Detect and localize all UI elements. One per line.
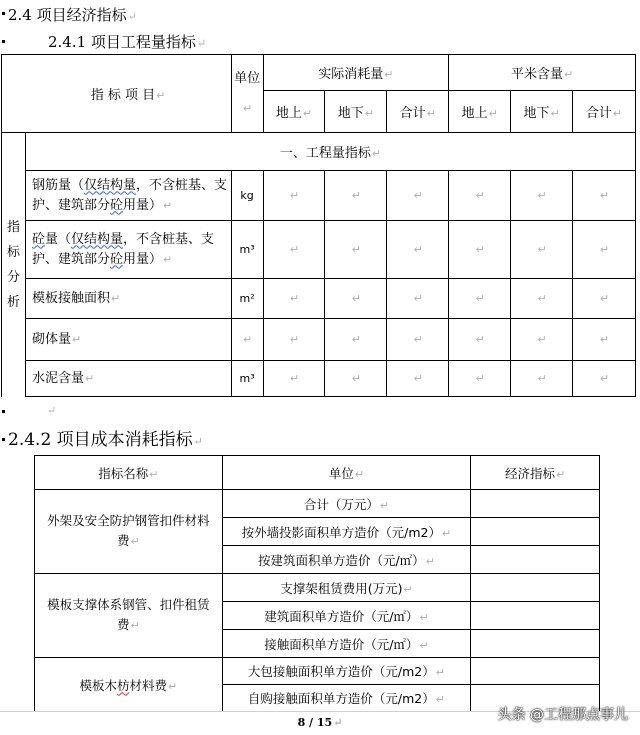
empty-cell: ↵: [325, 361, 387, 397]
bullet: [2, 438, 5, 441]
bullet: [2, 12, 5, 15]
value-cell: [471, 518, 600, 546]
empty-cell: ↵: [387, 279, 449, 319]
empty-cell: ↵: [387, 221, 449, 279]
unit-cell: 按外墙投影面积单方造价（元/m2）↵: [222, 518, 471, 546]
heading-text: 2.4 项目经济指标: [8, 6, 127, 24]
empty-cell: ↵: [449, 171, 511, 221]
empty-cell: ↵: [263, 171, 325, 221]
value-cell: [471, 658, 600, 685]
unit-cell: 自购接触面积单方造价（元/m2）↵: [222, 685, 471, 712]
subheader: 合计↵: [573, 91, 636, 133]
heading-text: 2.4.1 项目工程量指标: [48, 33, 196, 51]
subheader: 地下↵: [325, 91, 387, 133]
section-title: 一、工程量指标↵: [25, 133, 635, 171]
value-cell: [471, 630, 600, 658]
blank-cell: [2, 55, 26, 133]
value-cell: [471, 602, 600, 630]
quantity-indicator-table: [1, 54, 636, 397]
empty-cell: ↵: [325, 279, 387, 319]
empty-cell: ↵: [387, 319, 449, 361]
empty-cell: ↵: [325, 221, 387, 279]
cost-indicator-table: [34, 455, 600, 712]
unit-cell: 建筑面积单方造价（元/㎡）↵: [222, 602, 471, 630]
row-item-masonry: 砌体量↵: [25, 319, 231, 361]
unit-cell: 合计（万元）↵: [222, 490, 471, 518]
heading-2-4-2: [8, 432, 203, 449]
empty-cell: ↵: [511, 221, 573, 279]
side-label: 指 标 分 析: [2, 133, 26, 397]
group-name: 外架及安全防护钢管扣件材料费↵: [35, 490, 223, 574]
value-cell: [471, 574, 600, 602]
header-name: 指标名称↵: [35, 456, 223, 490]
header-sqm: 平米含量↵: [449, 55, 636, 91]
subheader: 合计↵: [387, 91, 449, 133]
watermark: 头条 @工程那点事儿: [497, 707, 628, 723]
value-cell: [471, 546, 600, 574]
row-item-formwork: 模板接触面积↵: [25, 279, 231, 319]
heading-text: 2.4.2 项目成本消耗指标: [8, 430, 193, 450]
unit-cell: 按建筑面积单方造价（元/㎡）↵: [222, 546, 471, 574]
subheader: 地上↵: [449, 91, 511, 133]
subheader: 地下↵: [511, 91, 573, 133]
empty-cell: ↵: [573, 319, 636, 361]
empty-cell: ↵: [325, 319, 387, 361]
group-name: 模板木枋材料费↵: [35, 658, 223, 712]
header-unit: 单位↵: [222, 456, 471, 490]
bullet: [2, 40, 5, 43]
empty-cell: ↵: [449, 319, 511, 361]
row-unit: m²: [231, 279, 263, 319]
empty-cell: ↵: [449, 279, 511, 319]
empty-cell: ↵: [449, 361, 511, 397]
empty-cell: ↵: [573, 279, 636, 319]
value-cell: [471, 490, 600, 518]
empty-cell: ↵: [263, 319, 325, 361]
row-unit: m³: [231, 221, 263, 279]
empty-cell: ↵: [573, 171, 636, 221]
empty-cell: ↵: [325, 171, 387, 221]
bullet: [2, 410, 5, 413]
empty-cell: ↵: [511, 171, 573, 221]
header-value: 经济指标↵: [471, 456, 600, 490]
empty-cell: ↵: [387, 171, 449, 221]
empty-cell: ↵: [573, 361, 636, 397]
empty-cell: ↵: [511, 319, 573, 361]
header-unit: 单位↵: [231, 55, 263, 133]
empty-cell: ↵: [511, 361, 573, 397]
empty-cell: ↵: [511, 279, 573, 319]
row-item-cement: 水泥含量↵: [25, 361, 231, 397]
empty-cell: ↵: [449, 221, 511, 279]
empty-cell: ↵: [387, 361, 449, 397]
header-item: 指 标 项 目↵: [25, 55, 231, 133]
row-item-rebar: 钢筋量（仅结构量，不含桩基、支护、建筑部分砼用量）↵: [25, 171, 231, 221]
paragraph-mark: ↵: [193, 435, 203, 448]
row-unit: m³: [231, 361, 263, 397]
header-actual: 实际消耗量↵: [263, 55, 449, 91]
paragraph-mark: ↵: [196, 37, 207, 50]
subheader: 地上↵: [263, 91, 325, 133]
page-number: 8 / 15↵: [297, 716, 343, 729]
heading-2-4: [8, 8, 137, 23]
group-name: 模板支撑体系钢管、扣件租赁费↵: [35, 574, 223, 658]
unit-cell: 大包接触面积单方造价（元/m2）↵: [222, 658, 471, 685]
row-item-concrete: 砼量（仅结构量，不含桩基、支护、建筑部分砼用量）↵: [25, 221, 231, 279]
row-unit: kg: [231, 171, 263, 221]
empty-cell: ↵: [573, 221, 636, 279]
empty-cell: ↵: [263, 221, 325, 279]
empty-paragraph: ↵: [47, 404, 57, 417]
unit-cell: 支撑架租赁费用(万元)↵: [222, 574, 471, 602]
empty-cell: ↵: [263, 279, 325, 319]
empty-cell: ↵: [263, 361, 325, 397]
paragraph-mark: ↵: [127, 10, 137, 23]
heading-2-4-1: [48, 35, 206, 50]
unit-cell: 接触面积单方造价（元/㎡）↵: [222, 630, 471, 658]
row-unit: ↵: [231, 319, 263, 361]
